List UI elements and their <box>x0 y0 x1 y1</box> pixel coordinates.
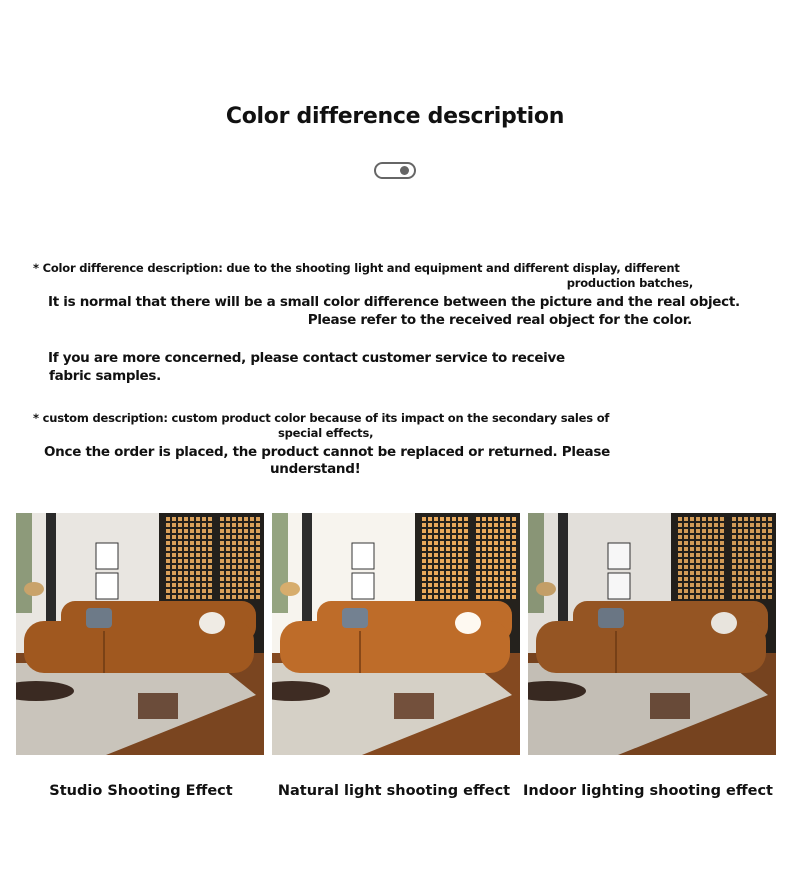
caption-studio: Studio Shooting Effect <box>49 783 233 799</box>
note-line: understand! <box>270 461 361 477</box>
note-line: Please refer to the received real object for the color. <box>307 312 692 328</box>
note-line: Once the order is placed, the product cannot be replaced or returned. Please <box>44 444 610 460</box>
note-line: special effects, <box>278 426 374 440</box>
note-line: * Color difference description: due to the shooting light and equipment and different display, different <box>33 261 680 275</box>
note-line: It is normal that there will be a small color difference between the picture and the real object. <box>48 294 740 310</box>
indoor-lighting-photo <box>528 513 776 755</box>
caption-natural: Natural light shooting effect <box>277 783 511 799</box>
toggle-knob <box>400 166 409 175</box>
studio-photo <box>16 513 264 755</box>
toggle-switch[interactable] <box>374 162 416 179</box>
note-line: fabric samples. <box>49 368 161 384</box>
natural-light-photo <box>272 513 520 755</box>
note-line: If you are more concerned, please contact customer service to receive <box>48 350 565 366</box>
sofa-scene-image <box>16 513 264 755</box>
note-line: production batches, <box>566 276 693 290</box>
caption-indoor: Indoor lighting shooting effect <box>523 783 773 799</box>
note-line: * custom description: custom product color because of its impact on the secondary sales of <box>33 411 610 425</box>
sofa-scene-image <box>272 513 520 755</box>
page-title: Color difference description <box>225 104 565 129</box>
sofa-scene-image <box>528 513 776 755</box>
